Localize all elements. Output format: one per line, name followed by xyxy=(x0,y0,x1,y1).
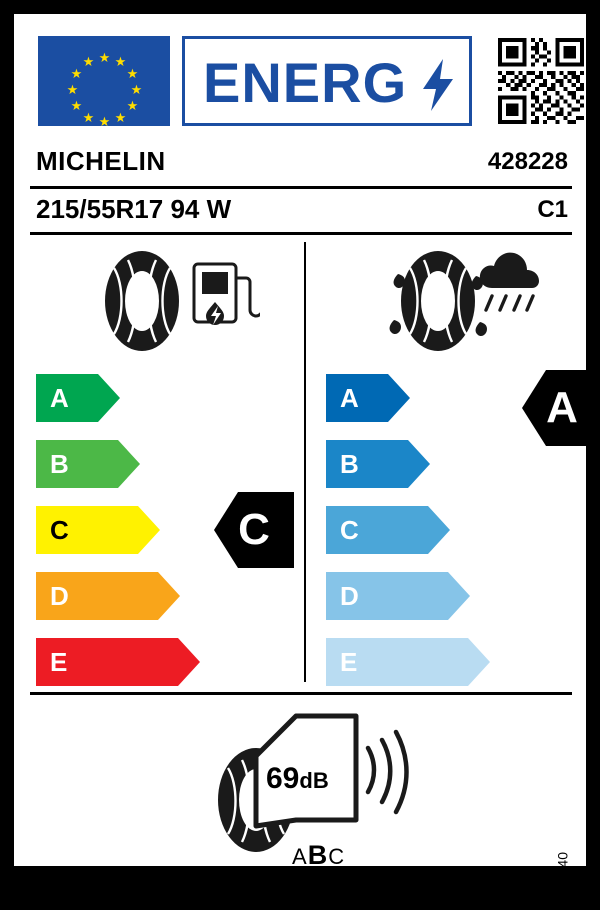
energy-bolt-icon xyxy=(421,59,455,111)
qr-code-icon xyxy=(498,38,584,124)
grade-letter: D xyxy=(50,581,69,611)
label-sheet xyxy=(14,14,586,910)
grade-letter: C xyxy=(340,515,359,545)
divider-noise xyxy=(30,692,572,695)
grade-letter: C xyxy=(50,515,69,545)
eu-flag-icon: ★ ★ ★ ★ ★ ★ ★ ★ ★ ★ ★ ★ xyxy=(38,36,170,126)
tyre-fuel-pump-icon xyxy=(90,246,260,356)
grade-letter: E xyxy=(340,647,358,677)
noise-class-scale xyxy=(292,840,345,871)
divider-vertical xyxy=(304,242,306,682)
noise-db-number: 69 xyxy=(266,762,300,795)
wet-grip-result xyxy=(522,370,600,446)
energ-wordmark-box xyxy=(182,36,472,126)
tyre-size: 215/55R17 94 W xyxy=(36,194,232,224)
energ-title: ENERG xyxy=(203,51,408,114)
regulation-reference: 2020/740 xyxy=(554,852,570,910)
grade-letter: B xyxy=(340,449,359,479)
noise-class-c: C xyxy=(328,844,346,869)
grade-letter: D xyxy=(340,581,359,611)
product-code: 428228 xyxy=(487,148,568,175)
tyre-rain-cloud-icon xyxy=(380,246,550,356)
wet-result-letter: A xyxy=(546,383,578,432)
noise-class-a: A xyxy=(292,844,308,869)
fuel-efficiency-result xyxy=(214,492,294,568)
noise-class-selected: B xyxy=(307,840,329,870)
noise-db-unit: dB xyxy=(299,768,329,793)
fuel-result-letter: C xyxy=(238,505,270,554)
grade-letter: B xyxy=(50,449,69,479)
divider-top xyxy=(30,186,572,189)
grade-letter: A xyxy=(340,383,359,413)
brand-name: MICHELIN xyxy=(36,146,166,176)
noise-value xyxy=(266,762,329,796)
tyre-class: C1 xyxy=(537,196,568,223)
grade-letter: E xyxy=(50,647,68,677)
divider-second xyxy=(30,232,572,235)
grade-letter: A xyxy=(50,383,69,413)
